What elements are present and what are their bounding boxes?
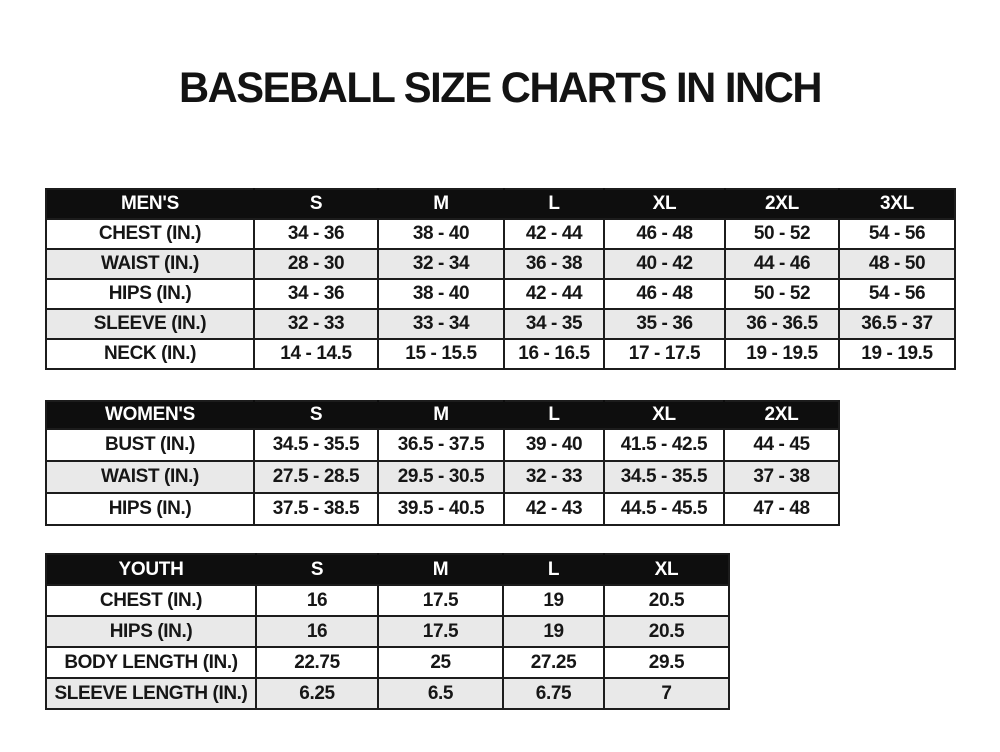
size-column-header: 3XL xyxy=(839,189,955,219)
size-value: 25 xyxy=(378,647,503,678)
row-label: WAIST (IN.) xyxy=(46,249,254,279)
table-row xyxy=(46,279,955,309)
table-title-cell: WOMEN'S xyxy=(46,401,254,429)
size-column-header: M xyxy=(378,554,503,585)
size-value: 34 - 36 xyxy=(254,279,378,309)
size-value: 34 - 36 xyxy=(254,219,378,249)
size-column-header: M xyxy=(378,189,504,219)
size-value: 42 - 44 xyxy=(504,279,604,309)
size-value: 16 xyxy=(256,616,378,647)
row-label: BUST (IN.) xyxy=(46,429,254,461)
table-row xyxy=(46,339,955,369)
size-value: 44 - 45 xyxy=(724,429,839,461)
size-value: 14 - 14.5 xyxy=(254,339,378,369)
youth-size-table xyxy=(45,553,730,710)
table-row xyxy=(46,249,955,279)
table-row xyxy=(46,219,955,249)
size-value: 36.5 - 37 xyxy=(839,309,955,339)
size-value: 42 - 44 xyxy=(504,219,604,249)
size-column-header: 2XL xyxy=(725,189,839,219)
row-label: HIPS (IN.) xyxy=(46,279,254,309)
size-column-header: L xyxy=(504,401,604,429)
size-column-header: 2XL xyxy=(724,401,839,429)
size-value: 46 - 48 xyxy=(604,279,725,309)
size-column-header: L xyxy=(503,554,604,585)
header-row xyxy=(46,554,729,585)
size-column-header: XL xyxy=(604,401,724,429)
header-row xyxy=(46,401,839,429)
size-value: 36 - 36.5 xyxy=(725,309,839,339)
table-row xyxy=(46,678,729,709)
size-value: 17.5 xyxy=(378,616,503,647)
size-value: 41.5 - 42.5 xyxy=(604,429,724,461)
size-value: 36 - 38 xyxy=(504,249,604,279)
size-value: 50 - 52 xyxy=(725,219,839,249)
row-label: BODY LENGTH (IN.) xyxy=(46,647,256,678)
size-value: 48 - 50 xyxy=(839,249,955,279)
size-value: 34 - 35 xyxy=(504,309,604,339)
size-value: 54 - 56 xyxy=(839,219,955,249)
size-value: 17.5 xyxy=(378,585,503,616)
size-value: 19 - 19.5 xyxy=(725,339,839,369)
size-value: 38 - 40 xyxy=(378,219,504,249)
row-label: NECK (IN.) xyxy=(46,339,254,369)
size-column-header: L xyxy=(504,189,604,219)
size-column-header: S xyxy=(254,401,378,429)
size-value: 44 - 46 xyxy=(725,249,839,279)
size-value: 40 - 42 xyxy=(604,249,725,279)
size-value: 32 - 34 xyxy=(378,249,504,279)
size-value: 36.5 - 37.5 xyxy=(378,429,504,461)
size-value: 32 - 33 xyxy=(254,309,378,339)
size-value: 6.75 xyxy=(503,678,604,709)
header-row xyxy=(46,189,955,219)
table-row xyxy=(46,461,839,493)
table-row xyxy=(46,309,955,339)
size-column-header: M xyxy=(378,401,504,429)
size-column-header: XL xyxy=(604,189,725,219)
size-value: 28 - 30 xyxy=(254,249,378,279)
page-title: BASEBALL SIZE CHARTS IN INCH xyxy=(178,64,822,112)
size-value: 7 xyxy=(604,678,729,709)
size-value: 19 - 19.5 xyxy=(839,339,955,369)
size-value: 27.5 - 28.5 xyxy=(254,461,378,493)
size-value: 29.5 xyxy=(604,647,729,678)
table-row xyxy=(46,429,839,461)
size-value: 54 - 56 xyxy=(839,279,955,309)
table-row xyxy=(46,616,729,647)
size-value: 44.5 - 45.5 xyxy=(604,493,724,525)
row-label: CHEST (IN.) xyxy=(46,219,254,249)
row-label: SLEEVE LENGTH (IN.) xyxy=(46,678,256,709)
size-value: 27.25 xyxy=(503,647,604,678)
size-value: 46 - 48 xyxy=(604,219,725,249)
size-value: 34.5 - 35.5 xyxy=(604,461,724,493)
table-row xyxy=(46,647,729,678)
size-value: 15 - 15.5 xyxy=(378,339,504,369)
size-value: 38 - 40 xyxy=(378,279,504,309)
size-value: 6.5 xyxy=(378,678,503,709)
row-label: HIPS (IN.) xyxy=(46,493,254,525)
size-value: 19 xyxy=(503,585,604,616)
size-value: 50 - 52 xyxy=(725,279,839,309)
size-value: 39 - 40 xyxy=(504,429,604,461)
size-value: 20.5 xyxy=(604,585,729,616)
size-value: 16 xyxy=(256,585,378,616)
table-title-cell: YOUTH xyxy=(46,554,256,585)
table-row xyxy=(46,585,729,616)
size-value: 22.75 xyxy=(256,647,378,678)
size-value: 39.5 - 40.5 xyxy=(378,493,504,525)
size-value: 33 - 34 xyxy=(378,309,504,339)
size-column-header: S xyxy=(256,554,378,585)
size-value: 29.5 - 30.5 xyxy=(378,461,504,493)
womens-size-table xyxy=(45,400,840,526)
row-label: HIPS (IN.) xyxy=(46,616,256,647)
size-column-header: S xyxy=(254,189,378,219)
row-label: SLEEVE (IN.) xyxy=(46,309,254,339)
size-value: 17 - 17.5 xyxy=(604,339,725,369)
row-label: CHEST (IN.) xyxy=(46,585,256,616)
size-value: 37.5 - 38.5 xyxy=(254,493,378,525)
size-value: 32 - 33 xyxy=(504,461,604,493)
size-column-header: XL xyxy=(604,554,729,585)
size-value: 37 - 38 xyxy=(724,461,839,493)
size-value: 34.5 - 35.5 xyxy=(254,429,378,461)
table-row xyxy=(46,493,839,525)
size-value: 20.5 xyxy=(604,616,729,647)
size-value: 42 - 43 xyxy=(504,493,604,525)
row-label: WAIST (IN.) xyxy=(46,461,254,493)
size-value: 35 - 36 xyxy=(604,309,725,339)
size-value: 19 xyxy=(503,616,604,647)
size-value: 6.25 xyxy=(256,678,378,709)
size-value: 47 - 48 xyxy=(724,493,839,525)
table-title-cell: MEN'S xyxy=(46,189,254,219)
mens-size-table xyxy=(45,188,956,370)
size-value: 16 - 16.5 xyxy=(504,339,604,369)
